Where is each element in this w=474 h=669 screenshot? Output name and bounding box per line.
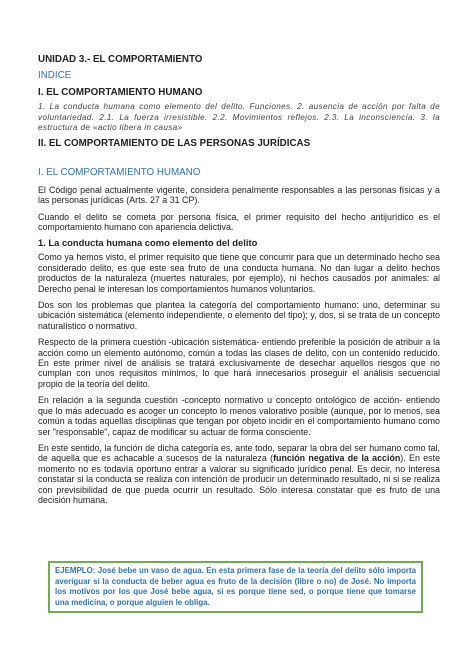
paragraph-4: Dos son los problemas que plantea la categoría del comportamiento humano: uno, determinar su ubicación sistemática (elemento independiente, o elemento del tipo); y, dos, si se trata de un concepto naturalístico o normativo. [38,300,440,331]
paragraph-7 [38,443,440,505]
paragraph-7-highlight: función negativa de la acción [273,453,401,464]
paragraph-5: Respecto de la primera cuestión -ubicación sistemática- entiendo preferible la posición de atribuir a la acción como un elemento autónomo, común a todas las clases de delito, con un contenido reducido. En este primer nivel de análisis se tratará exclusivamente de desechar aquellos riesgos que no cumplan con unos requisitos mínimos, lo que hará innecesarios proseguir el análisis secuencial propio de la teoría del delito. [38,337,440,389]
paragraph-1: El Código penal actualmente vigente, considera penalmente responsables a las personas físicas y a las personas jurídicas (Arts. 27 a 31 CP). [38,184,440,206]
example-text: EJEMPLO: José bebe un vaso de agua. En esta primera fase de la teoría del delito sólo importa averiguar si la conducta de beber agua es fruto de la decisión (libre o no) de José. No importa los motivos por los que José bebe agua, si es porque tiene sed, o porque tiene que tomarse una medicina, o porque alguien le obliga. [55,566,416,607]
toc-heading-2: II. EL COMPORTAMIENTO DE LAS PERSONAS JURÍDICAS [38,137,311,149]
subsection-title: 1. La conducta humana como elemento del delito [38,237,258,249]
document-page [38,54,440,505]
toc-items: 1. La conducta humana como elemento del delito. Funciones. 2. ausencia de acción por falta de voluntariedad. 2.1. La fuerza irresistible. 2.2. Movimientos reflejos. 2.3. La inconsciencia. 3. la estructura de «actio libera in causa» [38,102,440,133]
unit-title: UNIDAD 3.- EL COMPORTAMIENTO [38,54,203,65]
paragraph-7-end: ). En este momento no es todavía oportuno entrar a valorar su significado jurídico penal. Es decir, no interesa constatar si la conducta se realiza con intención de producir un determinado resultado, ni si se realiza con previsibilidad de que pueda ocurrir un resultado. Sólo interesa constatar que es fruto de una decisión humana. [38,453,440,505]
toc-heading-1: I. EL COMPORTAMIENTO HUMANO [38,87,203,98]
paragraph-3: Como ya hemos visto, el primer requisito que tiene que concurrir para que un determinado hecho sea considerado delito, es que este sea fruto de una conducta humana. No dan lugar a delito hechos productos de la naturaleza (muertes naturales, por ejemplo), ni hechos causados por animales: al Derecho penal le interesan los comportamientos humanos voluntarios. [38,252,440,294]
example-box [48,561,423,613]
paragraph-6: En relación a la segunda cuestión -concepto normativo u concepto ontológico de acción- entiendo que lo más adecuado es acoger un concepto lo menos valorativo posible (aunque, por lo menos, sea común a todas aquellas disciplinas que tengan por objeto incidir en el comportamiento humano como ser "responsable", capaz de modificar su actuar de forma consciente. [38,395,440,437]
paragraph-2: Cuando el delito se cometa por persona física, el primer requisito del hecho antijurídico es el comportamiento humano con apariencia delictiva. [38,211,440,232]
paragraph-7-start: En este sentido, la función de dicha categoría es, ante todo, separar la obra del ser humano como tal, de aquella que es achacable a sucesos de la naturaleza ( [38,442,440,464]
indice-label: INDICE [38,70,72,81]
section-title: I. EL COMPORTAMIENTO HUMANO [38,166,201,178]
